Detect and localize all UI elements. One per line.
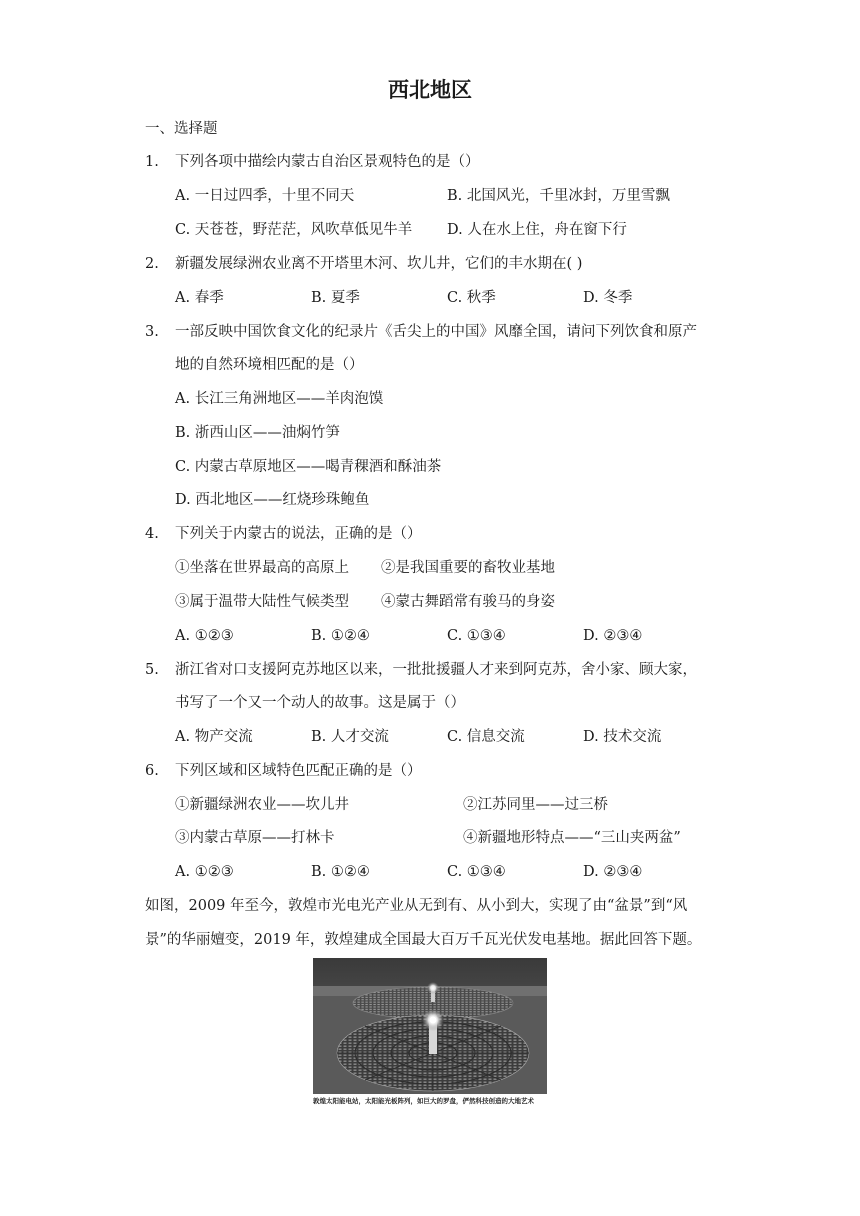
question-6-text: 下列区域和区域特色匹配正确的是（） <box>175 763 422 779</box>
question-4-statement-2: ②是我国重要的畜牧业基地 <box>381 560 555 576</box>
question-6-statement-2: ②江苏同里——过三桥 <box>463 797 608 813</box>
question-2-option-d: D. 冬季 <box>583 290 633 306</box>
question-3-option-b: B. 浙西山区——油焖竹笋 <box>175 425 340 441</box>
passage-line-1: 如图，2009 年至今，敦煌市光电光产业从无到有、从小到大，实现了由“盆景”到“风 <box>145 898 688 914</box>
question-4-option-a: A. ①②③ <box>175 628 234 644</box>
question-4-number: 4. <box>145 526 159 542</box>
question-5-text-line-1: 浙江省对口支援阿克苏地区以来，一批批援疆人才来到阿克苏，舍小家、顾大家， <box>175 662 697 678</box>
question-4-statement-4: ④蒙古舞蹈常有骏马的身姿 <box>381 594 555 610</box>
question-1-text: 下列各项中描绘内蒙古自治区景观特色的是（） <box>175 154 480 170</box>
question-4-option-d: D. ②③④ <box>583 628 643 644</box>
question-1-option-a: A. 一日过四季，十里不同天 <box>175 188 355 204</box>
question-1-option-c: C. 天苍苍，野茫茫，风吹草低见牛羊 <box>175 222 413 238</box>
question-6-option-d: D. ②③④ <box>583 864 643 880</box>
question-5-option-a: A. 物产交流 <box>175 729 253 745</box>
page-title: 西北地区 <box>388 78 472 102</box>
question-3-text-line-2: 地的自然环境相匹配的是（） <box>175 357 364 373</box>
question-2-number: 2. <box>145 256 159 272</box>
question-5-text-line-2: 书写了一个又一个动人的故事。这是属于（） <box>175 695 465 711</box>
question-3-option-c: C. 内蒙古草原地区——喝青稞酒和酥油茶 <box>175 459 442 475</box>
question-4-statement-1: ①坐落在世界最高的高原上 <box>175 560 349 576</box>
question-1-option-d: D. 人在水上住，舟在窗下行 <box>447 222 627 238</box>
photo-caption: 敦煌太阳能电站，太阳能光板阵列，如巨大的罗盘，俨然科技创造的大地艺术 <box>313 1097 534 1105</box>
question-5-option-c: C. 信息交流 <box>447 729 525 745</box>
question-5-option-b: B. 人才交流 <box>311 729 389 745</box>
question-5-option-d: D. 技术交流 <box>583 729 662 745</box>
question-3-option-d: D. 西北地区——红烧珍珠鲍鱼 <box>175 492 370 508</box>
question-4-option-b: B. ①②④ <box>311 628 370 644</box>
question-3-text-line-1: 一部反映中国饮食文化的纪录片《舌尖上的中国》风靡全国，请问下列饮食和原产 <box>175 324 697 340</box>
question-5-number: 5. <box>145 662 159 678</box>
question-4-option-c: C. ①③④ <box>447 628 506 644</box>
question-6-option-c: C. ①③④ <box>447 864 506 880</box>
question-1-number: 1. <box>145 154 159 170</box>
passage-line-2: 景”的华丽嬗变，2019 年，敦煌建成全国最大百万千瓦光伏发电基地。据此回答下题。 <box>145 932 702 948</box>
question-2-text: 新疆发展绿洲农业离不开塔里木河、坎儿井，它们的丰水期在( ) <box>175 256 583 272</box>
section-heading: 一、选择题 <box>145 121 218 137</box>
question-4-statement-3: ③属于温带大陆性气候类型 <box>175 594 349 610</box>
question-6-statement-4: ④新疆地形特点——“三山夹两盆” <box>463 830 681 846</box>
question-6-number: 6. <box>145 763 159 779</box>
question-2-option-c: C. 秋季 <box>447 290 496 306</box>
question-1-option-b: B. 北国风光，千里冰封，万里雪飘 <box>447 188 670 204</box>
question-6-option-b: B. ①②④ <box>311 864 370 880</box>
question-2-option-b: B. 夏季 <box>311 290 360 306</box>
solar-plant-photo <box>313 958 547 1094</box>
question-2-option-a: A. 春季 <box>175 290 224 306</box>
question-3-number: 3. <box>145 324 159 340</box>
question-6-statement-1: ①新疆绿洲农业——坎儿井 <box>175 797 349 813</box>
question-3-option-a: A. 长江三角洲地区——羊肉泡馍 <box>175 391 384 407</box>
question-4-text: 下列关于内蒙古的说法，正确的是（） <box>175 526 422 542</box>
question-6-option-a: A. ①②③ <box>175 864 234 880</box>
question-6-statement-3: ③内蒙古草原——打林卡 <box>175 830 335 846</box>
